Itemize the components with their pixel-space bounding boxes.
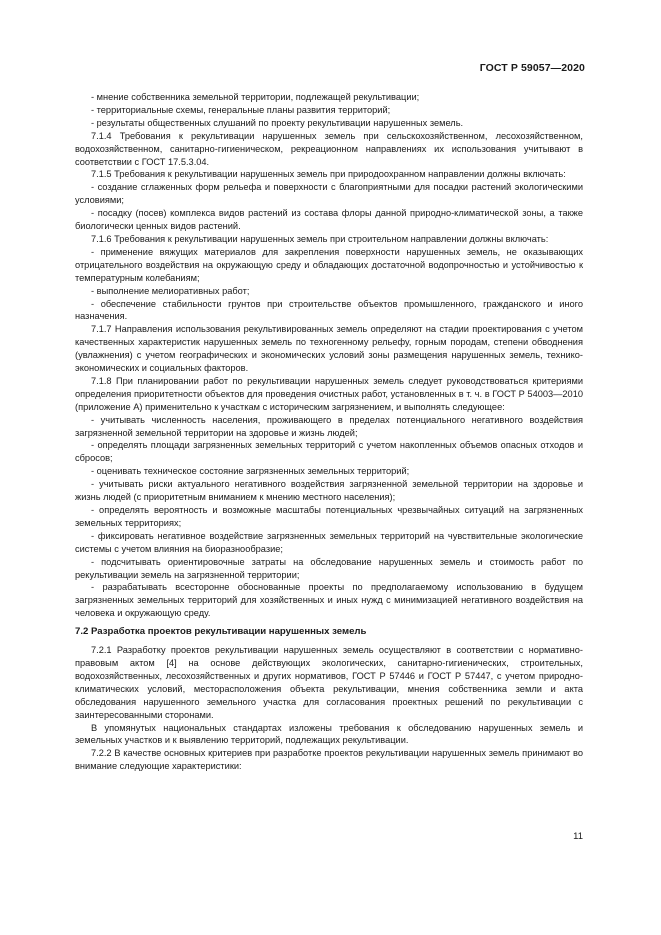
- list-item: - фиксировать негативное воздействие загрязненных земельных территорий на чувствительные экологические системы с учетом влияния на биоразнообразие;: [75, 530, 583, 554]
- list-item: - определять площади загрязненных земельных территорий с учетом накопленных объемов опасных отходов и сбросов;: [75, 440, 583, 464]
- list-item: - учитывать риски актуального негативного воздействия загрязненной земельной территории на здоровье и жизнь людей (с приоритетным вниманием к мнению местного населения);: [75, 479, 583, 503]
- list-item: - посадку (посев) комплекса видов растений из состава флоры данной природно-климатической зоны, а также биологически ценных видов растений.: [75, 208, 583, 232]
- list-item: - мнение собственника земельной территории, подлежащей рекультивации;: [91, 92, 420, 102]
- list-item: - разрабатывать всесторонне обоснованные проекты по предполагаемому использованию в будущем загрязненных земельных территорий для хозяйственных и иных нужд с минимизацией негативного воздействия на человека и окружающую среду.: [75, 582, 583, 619]
- section-heading: 7.2 Разработка проектов рекультивации нарушенных земель: [75, 626, 367, 638]
- list-item: - определять вероятность и возможные масштабы потенциальных чрезвычайных ситуаций на загрязненных земельных территориях;: [75, 505, 583, 528]
- paragraph: 7.1.8 При планировании работ по рекультивации нарушенных земель следует руководствоваться критериями определения приоритетности объектов для проведения очистных работ, установленных в т. ч. в ГОСТ Р 54003—2010 (приложение А) применительно к участкам с историческим загрязнением, и выполнять следующее:: [75, 375, 583, 412]
- document-body: [75, 91, 583, 773]
- paragraph: 7.2.1 Разработку проектов рекультивации нарушенных земель осуществляют в соответствии с нормативно-правовым актом [4] на основе действующих экологических, санитарно-гигиенических, строительных, водохозяйственных, лесохозяйственных и других нормативов, ГОСТ Р 57446 и ГОСТ Р 57447, с учетом природно-климатических условий, месторасположения объекта рекультивации, мнения собственника земли и акта обследования нарушенного земельного участка для согласования проектных решений по рекультивации с заинтересованными сторонами.: [75, 645, 583, 720]
- paragraph: 7.1.6 Требования к рекультивации нарушенных земель при строительном направлении должны включать:: [91, 233, 549, 244]
- list-item: - подсчитывать ориентировочные затраты на обследование нарушенных земель и стоимость работ по рекультивации земель на загрязненной территории;: [75, 556, 583, 580]
- document-header: ГОСТ Р 59057—2020: [479, 62, 585, 74]
- paragraph: 7.1.7 Направления использования рекультивированных земель определяют на стадии проектирования с учетом качественных характеристик нарушенных земель по техногенному рельефу, горным породам, степени обводнения (увлажнения) с учетом географических и экономических условий зоны размещения нарушенных земель, технико-экономических и социальных факторов.: [75, 324, 583, 374]
- list-item: - результаты общественных слушаний по проекту рекультивации нарушенных земель.: [91, 117, 464, 128]
- list-item: - оценивать техническое состояние загрязненных земельных территорий;: [91, 466, 410, 477]
- paragraph: В упомянутых национальных стандартах изложены требования к обследованию нарушенных земель и земельных участков и к выявлению территорий, подлежащих рекультивации.: [75, 722, 583, 746]
- list-item: - территориальные схемы, генеральные планы развития территорий;: [91, 104, 391, 115]
- paragraph: 7.2.2 В качестве основных критериев при разработке проектов рекультивации нарушенных земель принимают во внимание следующие характеристики:: [75, 748, 583, 772]
- paragraph: 7.1.4 Требования к рекультивации нарушенных земель при сельскохозяйственном, лесохозяйственном, водохозяйственном, санитарно-гигиеническом, рекреационном направлениях их использования учитывают в соответствии с ГОСТ 17.5.3.04.: [75, 130, 583, 167]
- list-item: - применение вяжущих материалов для закрепления поверхности нарушенных земель, не оказывающих отрицательного воздействия на окружающую среду и обладающих достаточной водопрочностью и устойчивостью к температурным колебаниям;: [75, 246, 583, 283]
- page-number: 11: [573, 831, 583, 842]
- list-item: - учитывать численность населения, проживающего в пределах потенциального негативного воздействия загрязненной земельной территории на здоровье и жизнь людей;: [75, 414, 583, 438]
- list-item: - создание сглаженных форм рельефа и поверхности с благоприятными для посадки растений экологическими условиями;: [75, 182, 583, 206]
- paragraph: 7.1.5 Требования к рекультивации нарушенных земель при природоохранном направлении должны включать:: [91, 169, 566, 180]
- list-item: - выполнение мелиоративных работ;: [91, 285, 250, 296]
- list-item: - обеспечение стабильности грунтов при строительстве объектов промышленного, гражданского и иного назначения.: [75, 298, 583, 322]
